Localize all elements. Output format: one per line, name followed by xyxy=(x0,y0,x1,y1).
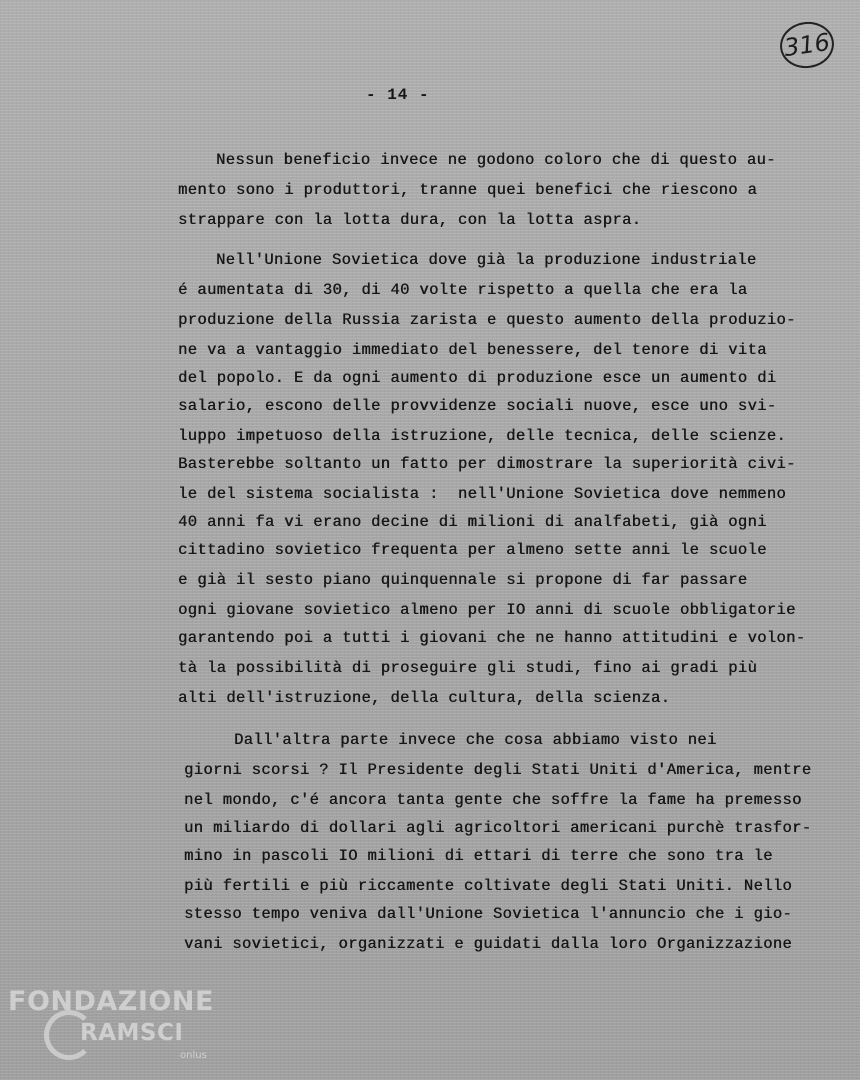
watermark-subtitle: RAMSCI xyxy=(80,1020,184,1046)
text-line: tà la possibilità di proseguire gli studi, fino ai gradi più xyxy=(178,659,758,677)
text-line: luppo impetuoso della istruzione, delle tecnica, delle scienze. xyxy=(178,427,787,445)
watermark-title: FONDAZIONE xyxy=(8,986,214,1017)
text-line: salario, escono delle provvidenze sociali nuove, esce uno svi- xyxy=(178,397,777,415)
page-number: - 14 - xyxy=(366,86,430,104)
text-line: 40 anni fa vi erano decine di milioni di analfabeti, già ogni xyxy=(178,513,767,531)
text-line: e già il sesto piano quinquennale si propone di far passare xyxy=(178,571,748,589)
text-line: Dall'altra parte invece che cosa abbiamo visto nei xyxy=(234,731,717,749)
text-line: produzione della Russia zarista e questo aumento della produzio- xyxy=(178,311,796,329)
text-line: vani sovietici, organizzati e guidati dalla loro Organizzazione xyxy=(184,935,793,953)
text-line: giorni scorsi ? Il Presidente degli Stati Uniti d'America, mentre xyxy=(184,761,812,779)
text-line: é aumentata di 30, di 40 volte rispetto a quella che era la xyxy=(178,281,748,299)
text-line: ne va a vantaggio immediato del benessere, del tenore di vita xyxy=(178,341,767,359)
text-line: garantendo poi a tutti i giovani che ne hanno attitudini e volon- xyxy=(178,629,806,647)
text-line: un miliardo di dollari agli agricoltori americani purchè trasfor- xyxy=(184,819,812,837)
text-line: strappare con la lotta dura, con la lotta aspra. xyxy=(178,211,642,229)
fondazione-gramsci-watermark xyxy=(8,986,228,1080)
text-line: le del sistema socialista : nell'Unione Sovietica dove nemmeno xyxy=(178,485,787,503)
text-line: Basterebbe soltanto un fatto per dimostrare la superiorità civi- xyxy=(178,455,796,473)
text-line: alti dell'istruzione, della cultura, della scienza. xyxy=(178,689,671,707)
text-line: nel mondo, c'é ancora tanta gente che soffre la fame ha premesso xyxy=(184,791,802,809)
text-line: mento sono i produttori, tranne quei benefici che riescono a xyxy=(178,181,758,199)
watermark-onlus: onlus xyxy=(180,1050,207,1061)
text-line: Nessun beneficio invece ne godono coloro che di questo au- xyxy=(216,151,776,169)
text-line: Nell'Unione Sovietica dove già la produzione industriale xyxy=(216,251,757,269)
text-line: più fertili e più riccamente coltivate degli Stati Uniti. Nello xyxy=(184,877,793,895)
text-line: cittadino sovietico frequenta per almeno sette anni le scuole xyxy=(178,541,767,559)
text-line: mino in pascoli IO milioni di ettari di terre che sono tra le xyxy=(184,847,773,865)
text-line: ogni giovane sovietico almeno per IO anni di scuole obbligatorie xyxy=(178,601,796,619)
text-line: del popolo. E da ogni aumento di produzione esce un aumento di xyxy=(178,369,777,387)
folio-stamp: 316 xyxy=(777,18,837,71)
text-line: stesso tempo veniva dall'Unione Sovietica l'annuncio che i gio- xyxy=(184,905,793,923)
